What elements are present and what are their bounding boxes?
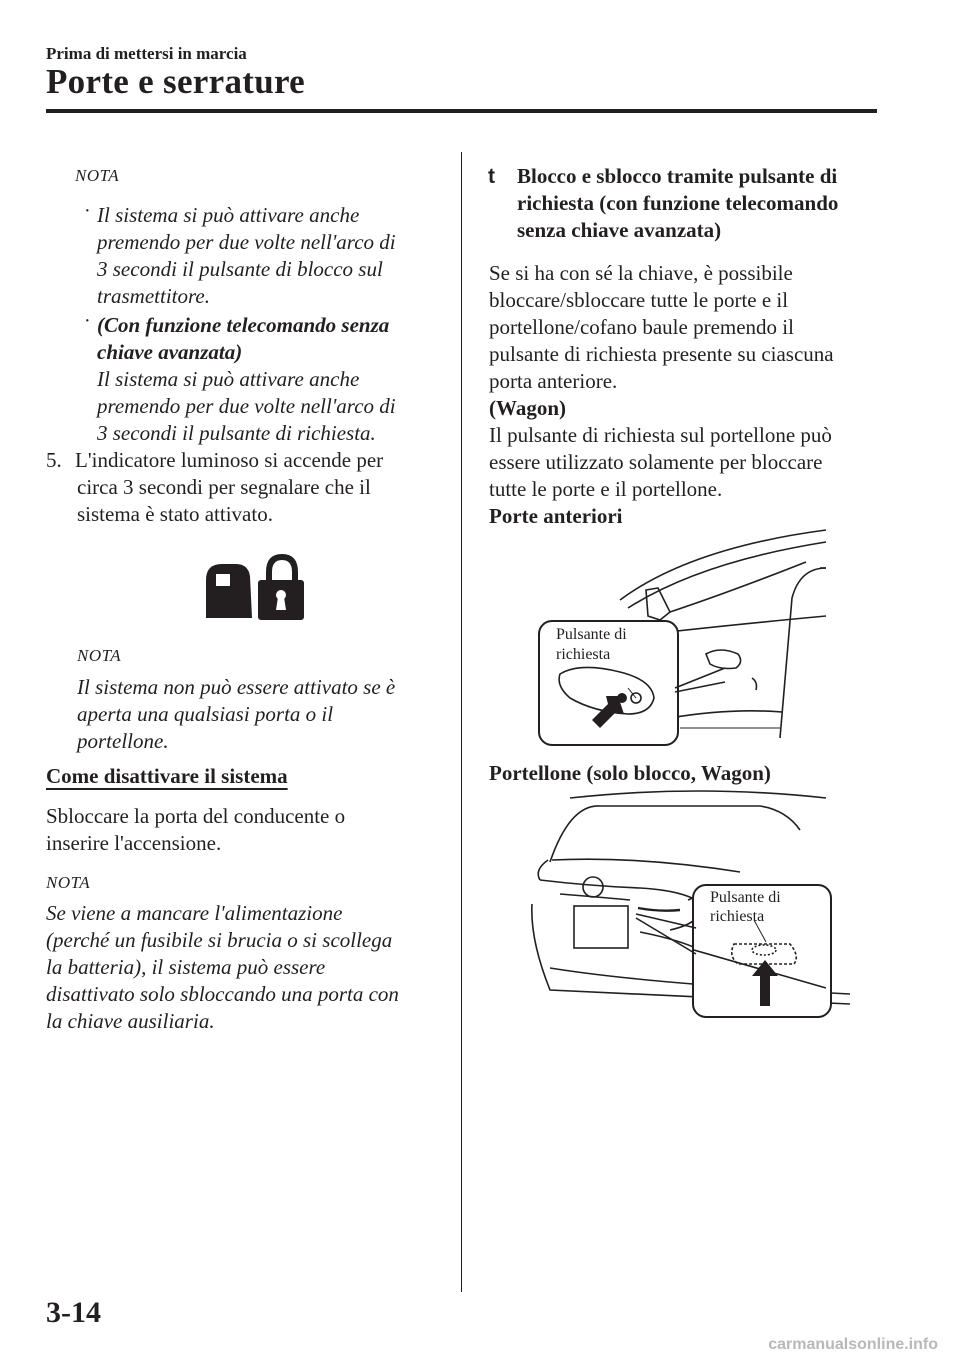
- nota-bullet-line: chiave avanzata): [97, 340, 243, 364]
- body-line: Se si ha con sé la chiave, è possibile: [489, 261, 793, 285]
- nota-bullet-line: Il sistema si può attivare anche: [97, 203, 360, 227]
- nota-line: disattivato solo sbloccando una porta con: [46, 982, 399, 1006]
- subsection-heading-line: senza chiave avanzata): [517, 218, 722, 242]
- nota-line: Il sistema non può essere attivato se è: [77, 675, 396, 699]
- body-line: Sbloccare la porta del conducente o: [46, 804, 346, 828]
- body-line: pulsante di richiesta presente su ciascuna: [489, 342, 834, 366]
- arrow-icon: [588, 694, 628, 734]
- watermark: carmanualsonline.info: [768, 1336, 938, 1353]
- callout-leader: [634, 906, 698, 958]
- body-line: portellone/cofano baule premendo il: [489, 315, 794, 339]
- nota-label: NOTA: [75, 166, 120, 185]
- nota-line: portellone.: [77, 729, 169, 753]
- nota-bullet-line: premendo per due volte nell'arco di: [97, 394, 396, 418]
- section-label: Prima di mettersi in marcia: [46, 44, 247, 63]
- arrow-icon: [750, 958, 780, 1008]
- section-heading: Come disattivare il sistema: [46, 764, 288, 788]
- door-lock-indicator-icon: [202, 550, 304, 622]
- figure-label: Portellone (solo blocco, Wagon): [489, 761, 771, 785]
- section-marker: t: [488, 165, 495, 188]
- callout-text: Pulsante di: [710, 889, 781, 906]
- page-number: 3-14: [46, 1296, 101, 1329]
- nota-line: Se viene a mancare l'alimentazione: [46, 901, 343, 925]
- column-divider: [461, 152, 462, 1292]
- header-rule: [46, 109, 877, 113]
- step-number: 5.: [46, 448, 62, 472]
- nota-line: la batteria), il sistema può essere: [46, 955, 326, 979]
- step-line: circa 3 secondi per segnalare che il: [77, 475, 371, 499]
- nota-label: NOTA: [46, 873, 91, 892]
- body-line: tutte le porte e il portellone.: [489, 477, 723, 501]
- callout-text: richiesta: [556, 646, 611, 663]
- figure-label: Porte anteriori: [489, 504, 623, 528]
- nota-bullet-line: 3 secondi il pulsante di blocco sul: [97, 257, 383, 281]
- nota-bullet-line: 3 secondi il pulsante di richiesta.: [97, 421, 376, 445]
- nota-line: la chiave ausiliaria.: [46, 1009, 215, 1033]
- nota-line: (perché un fusibile si brucia o si scollega: [46, 928, 393, 952]
- subsection-heading-line: Blocco e sblocco tramite pulsante di: [517, 164, 838, 188]
- body-line: essere utilizzato solamente per bloccare: [489, 450, 823, 474]
- nota-bullet-line: Il sistema si può attivare anche: [97, 367, 360, 391]
- nota-bullet-line: (Con funzione telecomando senza: [97, 313, 390, 337]
- step-line: sistema è stato attivato.: [77, 502, 273, 526]
- callout-text: Pulsante di: [556, 626, 627, 643]
- wagon-label: (Wagon): [489, 396, 567, 420]
- bullet-dot: ·: [84, 200, 91, 222]
- body-line: porta anteriore.: [489, 369, 618, 393]
- nota-label: NOTA: [77, 646, 122, 665]
- callout-text: richiesta: [710, 908, 765, 925]
- body-line: bloccare/sbloccare tutte le porte e il: [489, 288, 789, 312]
- subsection-heading-line: richiesta (con funzione telecomando: [517, 191, 839, 215]
- nota-bullet-line: trasmettitore.: [97, 284, 210, 308]
- nota-line: aperta una qualsiasi porta o il: [77, 702, 334, 726]
- body-line: Il pulsante di richiesta sul portellone può: [489, 423, 832, 447]
- step-line: L'indicatore luminoso si accende per: [75, 448, 384, 472]
- bullet-dot: ·: [84, 310, 91, 332]
- page-title: Porte e serrature: [46, 62, 306, 101]
- nota-bullet-line: premendo per due volte nell'arco di: [97, 230, 396, 254]
- body-line: inserire l'accensione.: [46, 831, 222, 855]
